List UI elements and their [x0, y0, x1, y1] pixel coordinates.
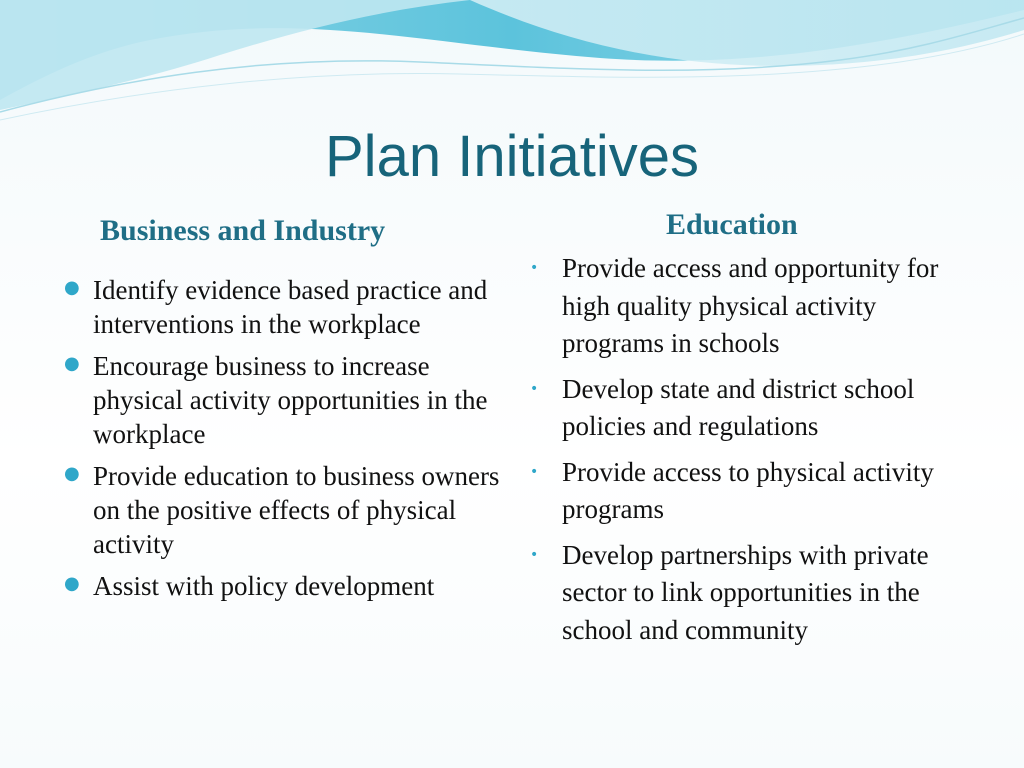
list-item: [64, 349, 504, 451]
list-item: [64, 569, 504, 603]
header-wave-decoration: [0, 0, 1024, 130]
list-item-text: Develop state and district school policies and regulations: [562, 373, 915, 441]
list-item-text: Assist with policy development: [93, 571, 435, 601]
round-bullet-icon: ●: [64, 463, 80, 484]
small-dot-bullet-icon: •: [530, 463, 539, 480]
list-item-text: Provide education to business owners on the positive effects of physical activity: [93, 461, 500, 559]
round-bullet-icon: ●: [64, 277, 80, 298]
list-item: [530, 250, 960, 363]
list-item-text: Provide access and opportunity for high quality physical activity programs in schools: [562, 253, 939, 358]
list-item: [64, 459, 504, 561]
list-item: [530, 454, 960, 529]
list-item: [530, 537, 960, 650]
list-item: [64, 273, 504, 341]
list-item-text: Develop partnerships with private sector to link opportunities in the school and community: [562, 539, 929, 645]
list-item-text: Encourage business to increase physical activity opportunities in the workplace: [93, 351, 488, 449]
education-list: [530, 250, 960, 657]
small-dot-bullet-icon: •: [530, 380, 539, 397]
business-industry-list: [64, 273, 504, 611]
round-bullet-icon: ●: [64, 573, 80, 594]
round-bullet-icon: ●: [64, 353, 80, 374]
small-dot-bullet-icon: •: [530, 260, 539, 276]
business-industry-heading: Business and Industry: [100, 214, 386, 247]
list-item-text: Identify evidence based practice and interventions in the workplace: [93, 275, 488, 339]
list-item: [530, 371, 960, 446]
list-item-text: Provide access to physical activity programs: [562, 456, 934, 524]
small-dot-bullet-icon: •: [530, 546, 539, 563]
education-heading: Education: [666, 208, 798, 241]
slide-title: Plan Initiatives: [325, 124, 699, 189]
